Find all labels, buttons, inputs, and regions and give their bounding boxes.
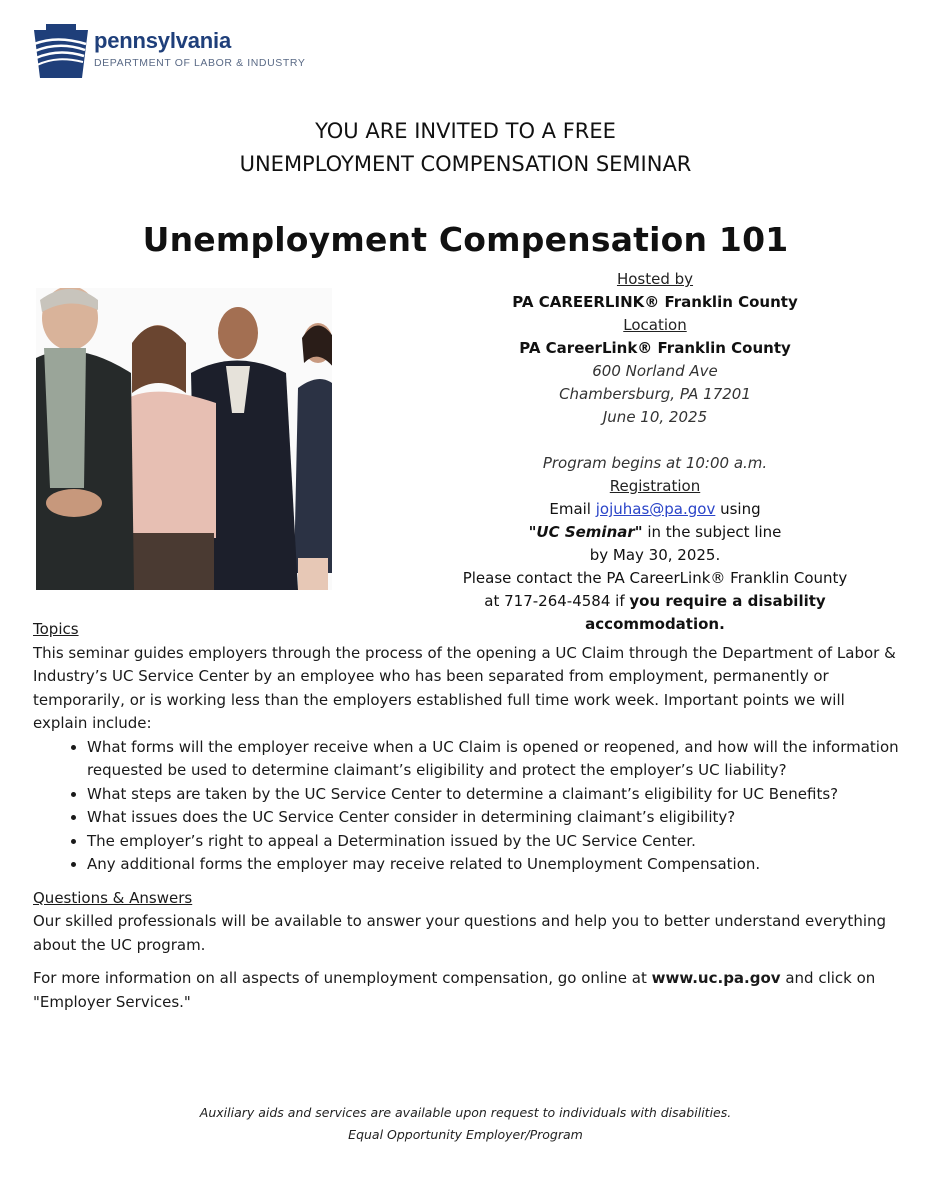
topics-heading: Topics	[33, 620, 79, 638]
qa-text: Our skilled professionals will be available to answer your questions and help you to better understand everything about the UC program.	[33, 912, 887, 954]
event-details	[440, 268, 870, 636]
registration-email-line	[440, 498, 870, 521]
logo-wordmark: pennsylvania	[94, 28, 231, 53]
qa-heading: Questions & Answers	[33, 888, 193, 907]
keystone-icon	[32, 24, 90, 78]
registration-email-link[interactable]: jojuhas@pa.gov	[595, 500, 716, 518]
footer-aux-aids: Auxiliary aids and services are available upon request to individuals with disabilities.	[199, 1105, 732, 1120]
pa-labor-logo	[32, 22, 332, 80]
contact-line: Please contact the PA CareerLink® Franklin County	[462, 569, 848, 587]
invitation-line-1: YOU ARE INVITED TO A FREE	[315, 119, 616, 143]
seminar-description	[33, 618, 903, 1014]
email-prefix: Email	[549, 500, 596, 518]
uc-website-url: www.uc.pa.gov	[651, 969, 781, 987]
disability-text: you require a disability	[629, 592, 826, 610]
professionals-photo	[36, 288, 332, 590]
address-street: 600 Norland Ave	[592, 362, 718, 380]
phone-line	[440, 590, 870, 613]
logo-subtitle: DEPARTMENT OF LABOR & INDUSTRY	[94, 57, 306, 69]
topic-item: • What forms will the employer receive when a UC Claim is opened or reopened, and how will the information requested be used to determine claimant’s eligibility and protect the employer’s UC liability?	[87, 736, 903, 783]
accommodation-text: accommodation.	[585, 615, 725, 633]
address-city: Chambersburg, PA 17201	[559, 385, 751, 403]
location-label: Location	[623, 316, 687, 334]
invitation-heading	[0, 115, 931, 181]
topics-intro: This seminar guides employers through the process of the opening a UC Claim through the Department of Labor & Industry’s UC Service Center by an employee who has been separated from employment, permanently or temporarily, or is working less than the employers established full time work week. Important points we will explain include:	[33, 643, 896, 732]
topic-item: • What steps are taken by the UC Service Center to determine a claimant’s eligibility for UC Benefits?	[87, 783, 903, 807]
subject-suffix: in the subject line	[642, 523, 782, 541]
start-time: Program begins at 10:00 a.m.	[542, 454, 768, 472]
email-suffix: using	[715, 500, 761, 518]
event-date: June 10, 2025	[602, 408, 708, 426]
subject-line	[440, 521, 870, 544]
more-info-prefix: For more information on all aspects of unemployment compensation, go online at	[33, 969, 652, 987]
invitation-line-2: UNEMPLOYMENT COMPENSATION SEMINAR	[239, 152, 692, 176]
registration-deadline: by May 30, 2025.	[589, 546, 721, 564]
topic-item: • What issues does the UC Service Center consider in determining claimant’s eligibility?	[87, 806, 903, 830]
host-name: PA CAREERLINK® Franklin County	[512, 293, 798, 311]
more-info-suffix: and click on "Employer Services."	[33, 969, 876, 1011]
hosted-by-label: Hosted by	[616, 270, 694, 288]
phone-prefix: at 717-264-4584 if	[484, 592, 630, 610]
people-illustration	[36, 288, 332, 590]
registration-label: Registration	[609, 477, 701, 495]
more-info	[33, 967, 903, 1014]
subject-text: "UC Seminar"	[528, 523, 643, 541]
topics-list	[33, 736, 903, 877]
topic-item: • The employer’s right to appeal a Determination issued by the UC Service Center.	[87, 830, 903, 854]
footer	[0, 1102, 931, 1146]
footer-eoe: Equal Opportunity Employer/Program	[348, 1127, 583, 1142]
topic-item: • Any additional forms the employer may receive related to Unemployment Compensation.	[87, 853, 903, 877]
page-title: Unemployment Compensation 101	[142, 220, 789, 259]
location-name: PA CareerLink® Franklin County	[519, 339, 791, 357]
